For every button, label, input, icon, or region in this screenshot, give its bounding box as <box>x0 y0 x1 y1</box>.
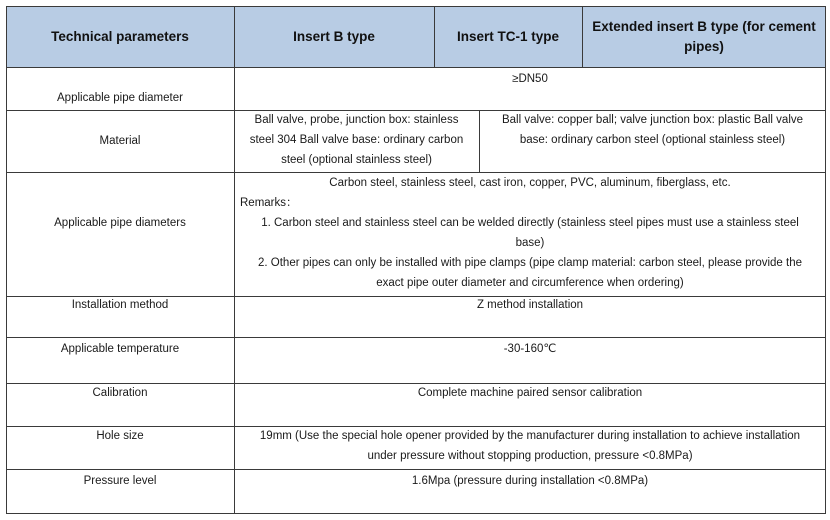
border-row-4 <box>6 337 826 338</box>
value-material-insert-b <box>234 110 479 172</box>
border-left <box>6 6 7 514</box>
material-b-line-1: Ball valve, probe, junction box: stainless <box>254 114 459 126</box>
border-row-5 <box>6 383 826 384</box>
remark-1-line-1: 1. Carbon steel and stainless steel can be welded directly (stainless steel pipes must use a stainless steel <box>261 217 799 229</box>
remark-2-line-1: 2. Other pipes can only be installed with pipe clamps (pipe clamp material: carbon steel, please provide the <box>258 257 802 269</box>
hole-size-line-2: under pressure without stopping production, pressure <0.8MPa) <box>367 450 693 462</box>
pipe-materials-line: Carbon steel, stainless steel, cast iron, copper, PVC, aluminum, fiberglass, etc. <box>329 177 731 189</box>
border-col-2-header <box>434 6 435 67</box>
material-b-line-3: steel (optional stainless steel) <box>281 154 432 166</box>
label-pressure-level: Pressure level <box>83 475 157 487</box>
border-bottom <box>6 513 826 514</box>
border-row-1 <box>6 110 826 111</box>
material-ext-line-2: base: ordinary carbon steel (optional stainless steel) <box>519 134 786 146</box>
value-material-extended <box>479 110 826 172</box>
material-ext-line-1: Ball valve: copper ball; valve junction box: plastic Ball valve <box>501 114 804 126</box>
label-hole-size: Hole size <box>96 430 144 442</box>
remark-2-line-2: exact pipe outer diameter and circumference when ordering) <box>376 277 684 289</box>
border-header-bottom <box>6 67 826 68</box>
label-applicable-pipe-diameter: Applicable pipe diameter <box>57 92 183 104</box>
border-right <box>825 6 826 514</box>
border-material-split <box>479 110 480 172</box>
value-applicable-pipe-diameter: ≥DN50 <box>512 73 548 85</box>
value-hole-size <box>234 426 826 469</box>
header-insert-b-type: Insert B type <box>234 6 434 67</box>
value-calibration: Complete machine paired sensor calibration <box>417 387 643 399</box>
label-material: Material <box>99 135 141 147</box>
hole-size-line-1: 19mm (Use the special hole opener provided by the manufacturer during installation to achieve installation <box>259 430 801 442</box>
value-applicable-temperature: -30-160℃ <box>503 343 557 355</box>
label-installation-method: Installation method <box>71 299 169 311</box>
label-applicable-pipe-diameters: Applicable pipe diameters <box>54 217 186 229</box>
border-row-6 <box>6 426 826 427</box>
value-installation-method: Z method installation <box>476 299 584 311</box>
technical-parameters-table <box>6 6 826 514</box>
label-calibration: Calibration <box>92 387 148 399</box>
remark-1-line-2: base) <box>515 237 545 249</box>
header-extended-insert-b-type: Extended insert B type (for cement pipes) <box>582 6 826 67</box>
border-top <box>6 6 826 7</box>
border-col-3-header <box>582 6 583 67</box>
material-b-line-2: steel 304 Ball valve base: ordinary carbon <box>249 134 464 146</box>
header-technical-parameters: Technical parameters <box>6 6 234 67</box>
value-pressure-level: 1.6Mpa (pressure during installation <0.8MPa) <box>411 475 649 487</box>
remarks-heading: Remarks： <box>240 197 298 209</box>
value-applicable-pipe-diameters <box>234 173 826 296</box>
border-row-2 <box>6 172 826 173</box>
border-col-1 <box>234 6 235 514</box>
border-row-3 <box>6 296 826 297</box>
label-applicable-temperature: Applicable temperature <box>60 343 180 355</box>
header-insert-tc1-type: Insert TC-1 type <box>434 6 582 67</box>
border-row-7 <box>6 469 826 470</box>
